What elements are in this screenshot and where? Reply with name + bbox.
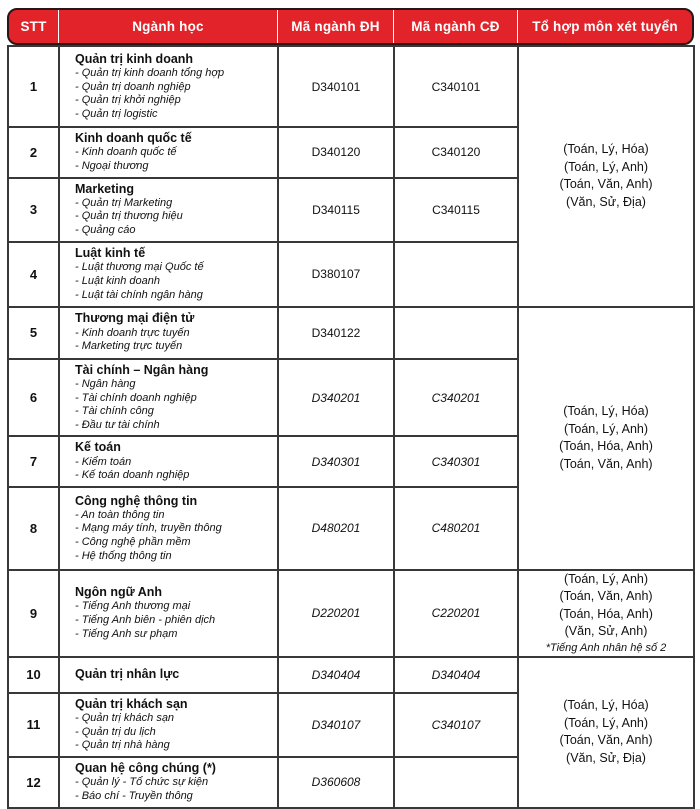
major-title: Kế toán (75, 440, 121, 455)
row-10-code-dh: D340404 (278, 657, 394, 693)
row-7-major (59, 436, 278, 487)
combo-line: (Toán, Lý, Anh) (563, 715, 649, 730)
row-6-code-cd: C340201 (394, 359, 518, 437)
row-9-major (59, 570, 278, 657)
major-item: - Quản trị du lịch (75, 725, 156, 738)
major-title: Quản trị khách sạn (75, 696, 188, 711)
major-item: - Quản trị thương hiệu (75, 210, 183, 223)
row-7-number: 7 (8, 436, 59, 487)
table-header-bar (7, 8, 694, 45)
row-5-number: 5 (8, 307, 59, 359)
major-item: - Kinh doanh quốc tế (75, 146, 177, 159)
row-11-code-cd: C340107 (394, 693, 518, 757)
header-cell-code-cd: Mã ngành CĐ (393, 10, 517, 43)
row-4-major (59, 242, 278, 307)
combo-group-1 (518, 46, 694, 307)
major-item: - Kiểm toán (75, 455, 132, 468)
combo-line: (Toán, Lý, Anh) (563, 421, 649, 436)
major-item: - Tiếng Anh biên - phiên dịch (75, 614, 216, 627)
major-item: - Luật thương mại Quốc tế (75, 261, 204, 274)
combo-line: (Toán, Lý, Hóa) (563, 698, 649, 713)
major-item: - Quản trị Marketing (75, 196, 173, 209)
row-8-code-dh: D480201 (278, 487, 394, 570)
major-title: Ngôn ngữ Anh (75, 585, 163, 600)
row-5-code-cd (394, 307, 518, 359)
major-title: Thương mại điện tử (75, 311, 195, 326)
major-item: - Báo chí - Truyền thông (75, 789, 193, 802)
combo-line: (Toán, Lý, Hóa) (563, 142, 649, 157)
major-item: - Luật tài chính ngân hàng (75, 288, 203, 301)
major-item: - Ngoại thương (75, 159, 149, 172)
major-item: - Quản trị nhà hàng (75, 739, 170, 752)
major-title: Tài chính – Ngân hàng (75, 362, 209, 377)
combo-line: (Toán, Văn, Anh) (559, 177, 653, 192)
combo-line: (Toán, Hóa, Anh) (559, 606, 653, 621)
row-2-code-dh: D340120 (278, 127, 394, 178)
row-11-major (59, 693, 278, 757)
combo-line: (Toán, Lý, Anh) (563, 159, 649, 174)
row-12-code-dh: D360608 (278, 757, 394, 808)
major-item: - Kinh doanh trực tuyến (75, 326, 190, 339)
row-6-code-dh: D340201 (278, 359, 394, 437)
row-7-code-cd: C340301 (394, 436, 518, 487)
combo-line: (Văn, Sử, Địa) (566, 194, 646, 209)
row-5-major (59, 307, 278, 359)
row-1-major (59, 46, 278, 127)
major-item: - Quản trị doanh nghiệp (75, 80, 191, 93)
row-3-number: 3 (8, 178, 59, 242)
combo-line: (Toán, Lý, Anh) (563, 571, 649, 586)
header-cell-code-dh: Mã ngành ĐH (277, 10, 393, 43)
major-title: Kinh doanh quốc tế (75, 131, 192, 145)
row-4-number: 4 (8, 242, 59, 307)
row-12-code-cd (394, 757, 518, 808)
combo-line: (Văn, Sử, Địa) (566, 750, 646, 765)
row-2-number: 2 (8, 127, 59, 178)
row-1-code-cd: C340101 (394, 46, 518, 127)
row-8-major (59, 487, 278, 570)
major-item: - Quản trị kinh doanh tổng hợp (75, 66, 225, 79)
major-item: - Marketing trực tuyến (75, 340, 183, 353)
row-10-code-cd: D340404 (394, 657, 518, 693)
combo-line: (Toán, Văn, Anh) (559, 733, 653, 748)
row-3-code-dh: D340115 (278, 178, 394, 242)
row-12-number: 12 (8, 757, 59, 808)
combo-line: (Toán, Văn, Anh) (559, 589, 653, 604)
major-item: - An toàn thông tin (75, 508, 165, 521)
row-6-major (59, 359, 278, 437)
row-9-number: 9 (8, 570, 59, 657)
row-2-major (59, 127, 278, 178)
row-6-number: 6 (8, 359, 59, 437)
major-title: Marketing (75, 181, 135, 196)
row-10-number: 10 (8, 657, 59, 693)
combo-line: (Toán, Lý, Hóa) (563, 404, 649, 419)
row-9-code-cd: C220201 (394, 570, 518, 657)
row-4-code-dh: D380107 (278, 242, 394, 307)
combo-line: (Toán, Văn, Anh) (559, 456, 653, 471)
major-item: - Quản trị logistic (75, 107, 158, 120)
row-9-code-dh: D220201 (278, 570, 394, 657)
major-item: - Quản trị khách sạn (75, 711, 175, 724)
table-row-9 (8, 570, 694, 657)
major-item: - Luật kinh doanh (75, 274, 161, 287)
major-title: Quản trị nhân lực (75, 667, 180, 682)
major-item: - Ngân hàng (75, 377, 136, 390)
combo-group-2 (518, 307, 694, 570)
table-row-10 (8, 657, 694, 693)
row-2-code-cd: C340120 (394, 127, 518, 178)
combo-group-3 (518, 570, 694, 657)
major-item: - Kế toán doanh nghiệp (75, 469, 190, 482)
major-item: - Tiếng Anh thương mại (75, 600, 191, 613)
row-1-code-dh: D340101 (278, 46, 394, 127)
table-row-5 (8, 307, 694, 359)
major-item: - Quảng cáo (75, 224, 136, 236)
major-item: - Tài chính doanh nghiệp (75, 391, 197, 404)
major-item: - Đầu tư tài chính (75, 418, 160, 431)
major-item: - Tiếng Anh sư phạm (75, 627, 178, 640)
major-item: - Hệ thống thông tin (75, 549, 172, 562)
row-1-number: 1 (8, 46, 59, 127)
row-3-major (59, 178, 278, 242)
majors-table (7, 45, 695, 809)
row-5-code-dh: D340122 (278, 307, 394, 359)
major-title: Quản trị kinh doanh (75, 51, 194, 66)
major-item: - Quản lý - Tổ chức sự kiện (75, 776, 209, 789)
combo-note: *Tiếng Anh nhân hệ số 2 (545, 641, 667, 654)
major-item: - Mạng máy tính, truyền thông (75, 522, 222, 535)
row-11-code-dh: D340107 (278, 693, 394, 757)
row-8-number: 8 (8, 487, 59, 570)
row-10-major (59, 657, 278, 693)
row-3-code-cd: C340115 (394, 178, 518, 242)
combo-group-4 (518, 657, 694, 808)
row-11-number: 11 (8, 693, 59, 757)
table-row-1 (8, 46, 694, 127)
combo-line: (Văn, Sử, Anh) (564, 624, 648, 639)
major-item: - Tài chính công (75, 405, 154, 418)
major-item: - Công nghệ phần mềm (75, 536, 191, 548)
major-title: Luật kinh tế (75, 246, 146, 261)
major-item: - Quản trị khởi nghiệp (75, 94, 181, 107)
row-4-code-cd (394, 242, 518, 307)
row-8-code-cd: C480201 (394, 487, 518, 570)
row-7-code-dh: D340301 (278, 436, 394, 487)
header-cell-major: Ngành học (58, 10, 277, 43)
header-cell-stt: STT (20, 19, 47, 34)
combo-line: (Toán, Hóa, Anh) (559, 439, 653, 454)
row-12-major (59, 757, 278, 808)
major-title: Quan hệ công chúng (*) (75, 761, 216, 776)
header-cell-combos: Tổ hợp môn xét tuyển (517, 10, 692, 43)
major-title: Công nghệ thông tin (75, 493, 198, 508)
